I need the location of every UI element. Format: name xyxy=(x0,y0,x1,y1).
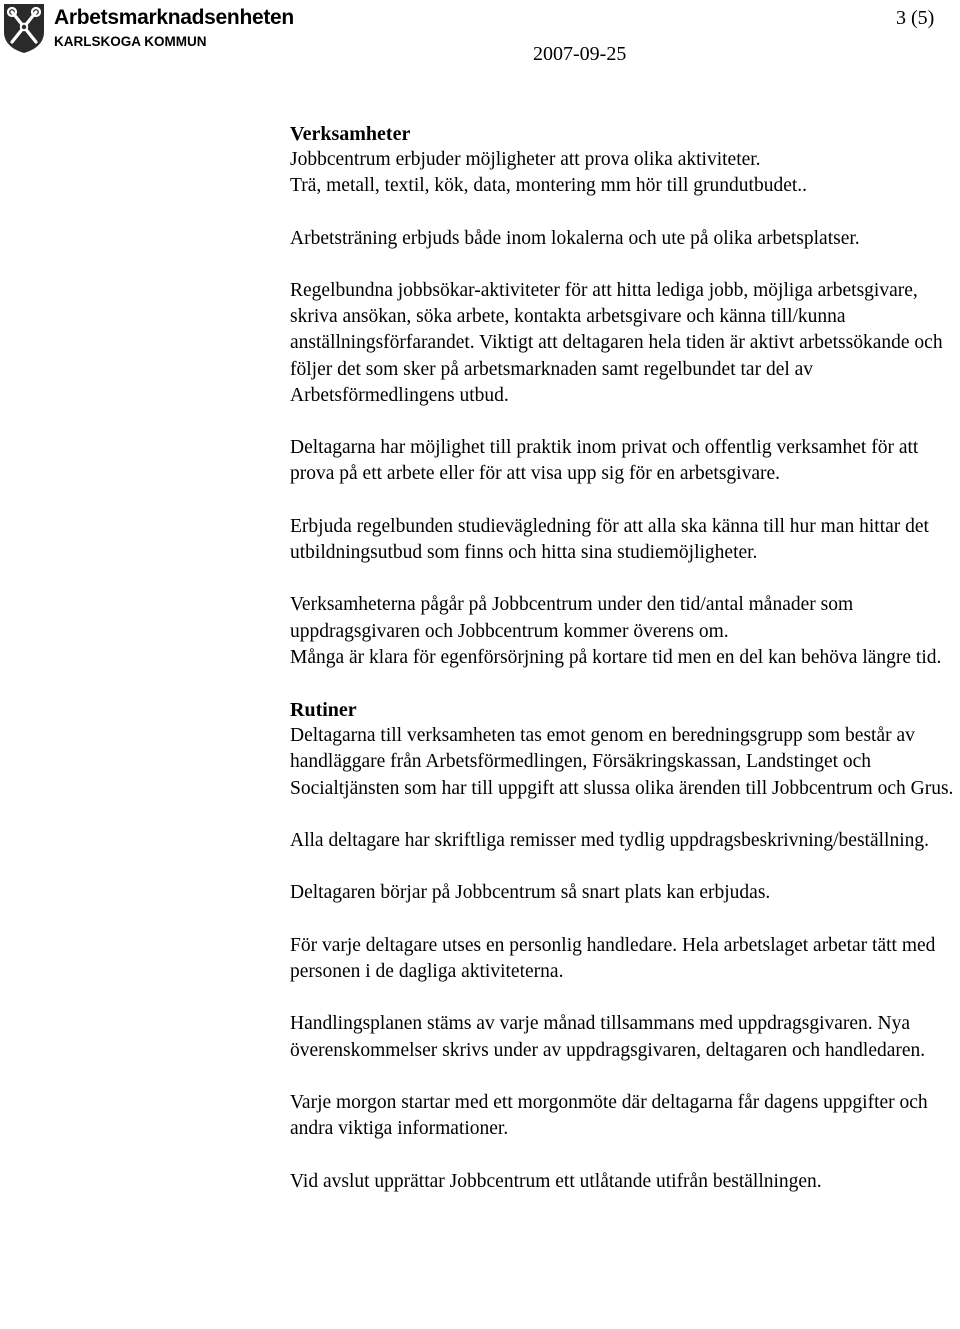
paragraph: Varje morgon startar med ett morgonmöte där deltagarna får dagens uppgifter och andra viktiga informationer. xyxy=(290,1091,928,1140)
document-body xyxy=(290,121,958,1195)
paragraph: Många är klara för egenförsörjning på kortare tid men en del kan behöva längre tid. xyxy=(290,646,942,668)
paragraph: Handlingsplanen stäms av varje månad tillsammans med uppdragsgivaren. Nya överenskommelser skrivs under av uppdragsgivaren, deltagaren och handledaren. xyxy=(290,1013,926,1061)
paragraph: Deltagaren börjar på Jobbcentrum så snart plats kan erbjudas. xyxy=(290,882,771,904)
paragraph: Alla deltagare har skriftliga remisser med tydlig uppdragsbeskrivning/beställning. xyxy=(290,829,930,851)
section-heading: Rutiner xyxy=(290,699,357,722)
logo-emblem-icon xyxy=(0,2,48,54)
paragraph: Erbjuda regelbunden studievägledning för att alla ska känna till hur man hittar det utbildningsutbud som finns och hitta sina studiemöjligheter. xyxy=(290,515,929,563)
document-date: 2007-09-25 xyxy=(533,43,627,65)
section-verksamheter xyxy=(290,121,958,671)
logo-title: Arbetsmarknadsenheten xyxy=(54,6,294,29)
paragraph: Deltagarna till verksamheten tas emot genom en beredningsgrupp som består av handläggare från Arbetsförmedlingen, Försäkringskassan, Landstinget och Socialtjänsten som har till uppgift att slussa olika ärenden till Jobbcentrum och Grus. xyxy=(290,725,954,799)
logo xyxy=(0,2,294,56)
paragraph: Verksamheterna pågår på Jobbcentrum under den tid/antal månader som uppdragsgivaren och Jobbcentrum kommer överens om. xyxy=(290,594,854,642)
paragraph: För varje deltagare utses en personlig handledare. Hela arbetslaget arbetar tätt med personen i de dagliga aktiviteterna. xyxy=(290,934,936,982)
paragraph: Regelbundna jobbsökar-aktiviteter för att hitta lediga jobb, möjliga arbetsgivare, skriva ansökan, söka arbete, kontakta arbetsgivare och känna till/kunna anställningsförfarandet. Viktigt att deltagaren hela tiden är aktivt arbetssökande och följer det som sker på arbetsmarknaden samt regelbundet tar del av Arbetsförmedlingens utbud. xyxy=(290,279,943,406)
section-heading: Verksamheter xyxy=(290,123,411,145)
paragraph: Deltagarna har möjlighet till praktik inom privat och offentlig verksamhet för att prova på ett arbete eller för att visa upp sig för en arbetsgivare. xyxy=(290,437,919,485)
section-rutiner xyxy=(290,697,958,1195)
paragraph: Trä, metall, textil, kök, data, montering mm hör till grundutbudet.. xyxy=(290,175,808,197)
page-number: 3 (5) xyxy=(896,7,935,29)
paragraph: Arbetsträning erbjuds både inom lokalerna och ute på olika arbetsplatser. xyxy=(290,227,860,249)
page-header xyxy=(0,0,960,65)
logo-subtitle: KARLSKOGA KOMMUN xyxy=(54,34,207,49)
paragraph: Vid avslut upprättar Jobbcentrum ett utlåtande utifrån beställningen. xyxy=(290,1170,822,1192)
paragraph: Jobbcentrum erbjuder möjligheter att prova olika aktiviteter. xyxy=(290,149,761,170)
